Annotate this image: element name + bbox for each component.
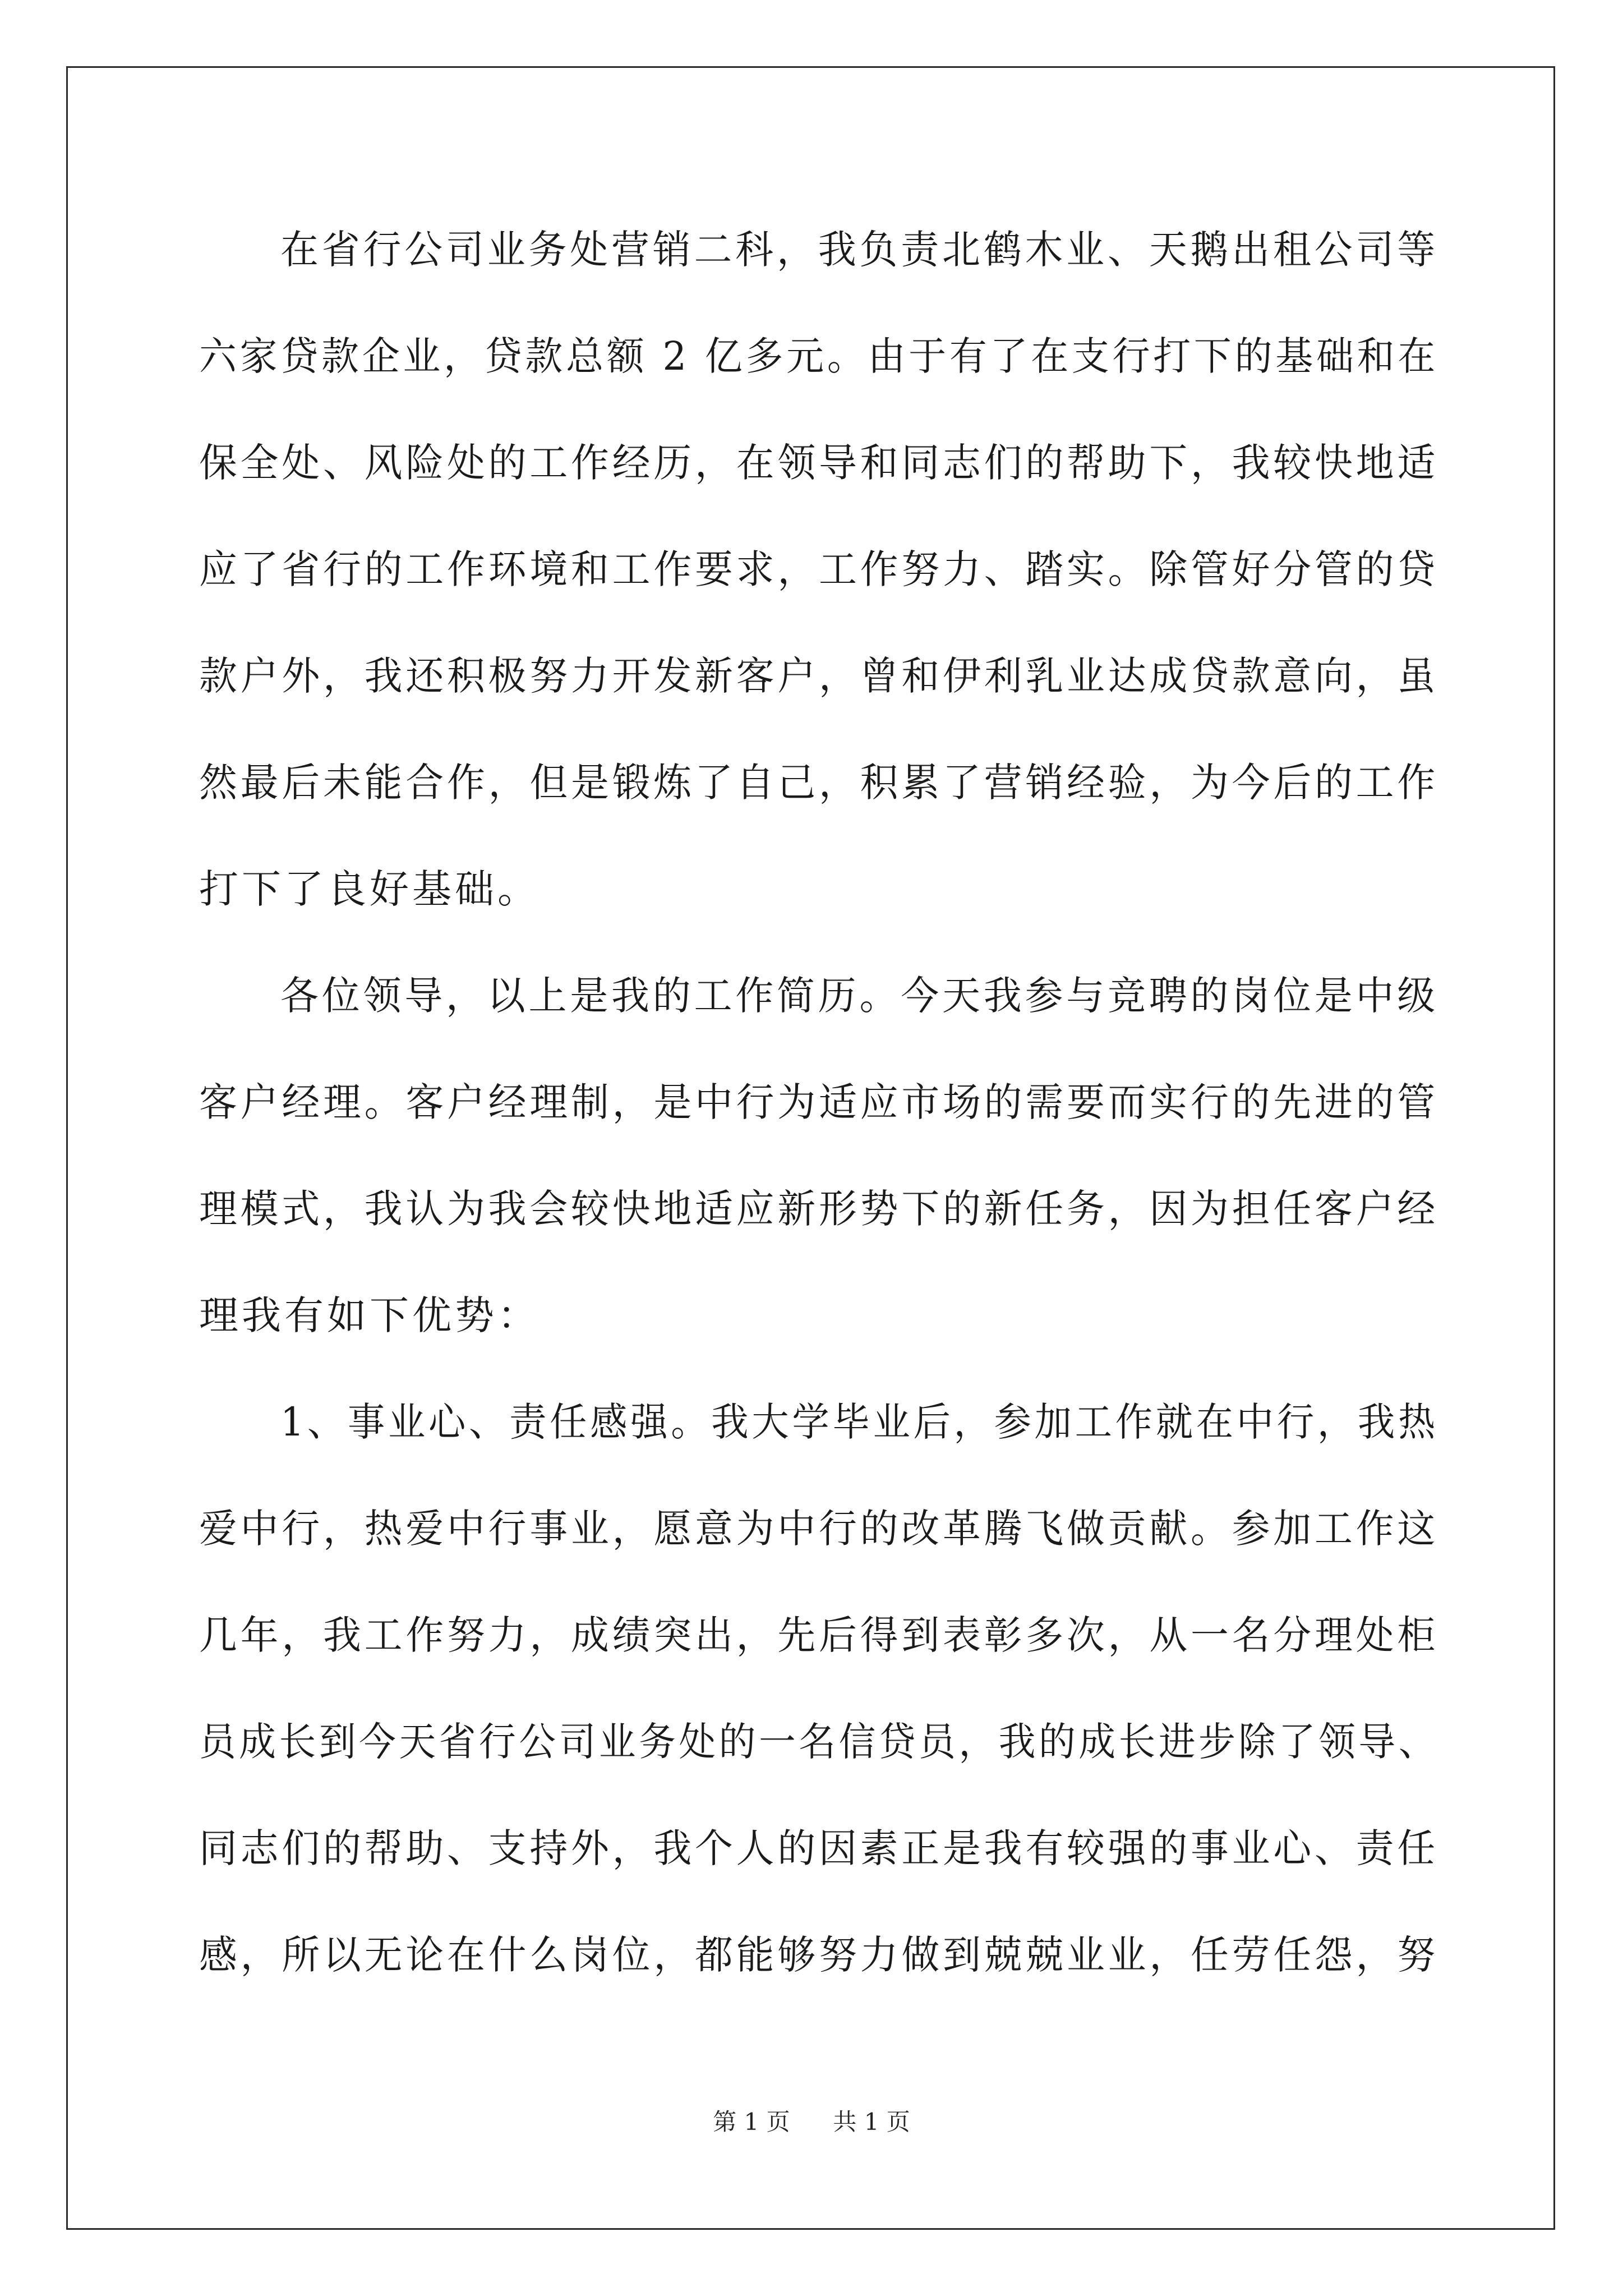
- paragraph-line: 应了省行的工作环境和工作要求，工作努力、踏实。除管好分管的贷: [199, 546, 1438, 592]
- page-number-total: 共 1 页: [833, 2108, 910, 2136]
- paragraph-line: 打下了良好基础。: [199, 866, 540, 912]
- paragraph-line: 感，所以无论在什么岗位，都能够努力做到兢兢业业，任劳任怨，努: [199, 1932, 1438, 1978]
- paragraph-line: 员成长到今天省行公司业务处的一名信贷员，我的成长进步除了领导、: [199, 1719, 1438, 1765]
- page-number-current: 第 1 页: [713, 2108, 790, 2136]
- paragraph-line: 理我有如下优势：: [199, 1292, 540, 1338]
- paragraph-line: 保全处、风险处的工作经历，在领导和同志们的帮助下，我较快地适: [199, 440, 1438, 486]
- paragraph-line: 六家贷款企业，贷款总额 2 亿多元。由于有了在支行打下的基础和在: [199, 333, 1438, 379]
- paragraph-line: 理模式，我认为我会较快地适应新形势下的新任务，因为担任客户经: [199, 1186, 1438, 1232]
- paragraph-line: 在省行公司业务处营销二科，我负责北鹤木业、天鹅出租公司等: [280, 227, 1438, 273]
- page-footer: [0, 2104, 1623, 2137]
- paragraph-line: 爱中行，热爱中行事业，愿意为中行的改革腾飞做贡献。参加工作这: [199, 1506, 1438, 1552]
- document-body: [199, 219, 1438, 2031]
- paragraph-line: 同志们的帮助、支持外，我个人的因素正是我有较强的事业心、责任: [199, 1825, 1438, 1871]
- paragraph-line: 1、事业心、责任感强。我大学毕业后，参加工作就在中行，我热: [280, 1399, 1438, 1445]
- paragraph-line: 款户外，我还积极努力开发新客户，曾和伊利乳业达成贷款意向，虽: [199, 653, 1438, 699]
- paragraph-line: 然最后未能合作，但是锻炼了自己，积累了营销经验，为今后的工作: [199, 760, 1438, 806]
- paragraph-line: 各位领导，以上是我的工作简历。今天我参与竞聘的岗位是中级: [280, 973, 1438, 1019]
- paragraph-line: 客户经理。客户经理制，是中行为适应市场的需要而实行的先进的管: [199, 1079, 1438, 1125]
- paragraph-line: 几年，我工作努力，成绩突出，先后得到表彰多次，从一名分理处柜: [199, 1612, 1438, 1658]
